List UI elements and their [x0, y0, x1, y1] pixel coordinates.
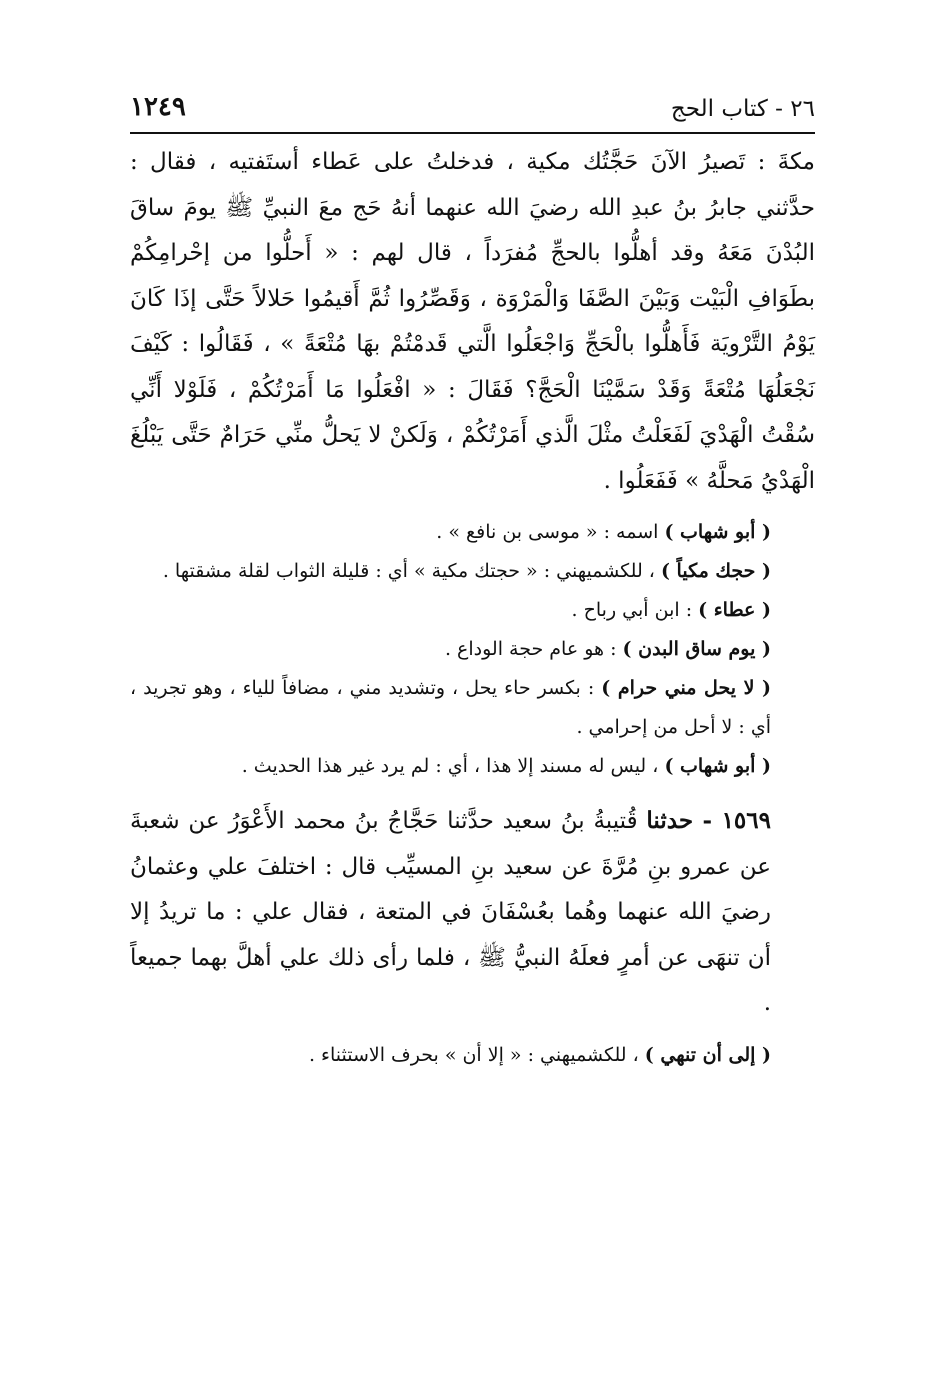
commentary-term: ( أبو شهاب )	[664, 521, 771, 543]
commentary-entry	[130, 669, 815, 747]
commentary-entry	[130, 552, 815, 591]
commentary-text: اسمه : « موسى بن نافع » .	[436, 521, 665, 543]
commentary-text: : بكسر حاء يحل ، وتشديد مني ، مضافاً للياء ، وهو تجريد ، أي : لا أحل من إحرامي .	[130, 677, 771, 738]
hadith-number: ١٥٦٩	[721, 807, 771, 834]
commentary-term: ( إلى أن تنهي )	[644, 1043, 771, 1066]
commentary-term: ( أبو شهاب )	[664, 755, 771, 777]
commentary-term: ( يوم ساق البدن )	[622, 638, 771, 660]
commentary-term: ( حجك مكياً )	[660, 560, 771, 582]
commentary-entry	[130, 513, 815, 552]
commentary-term: ( عطاء )	[698, 599, 771, 621]
page-number: ١٢٤٩	[130, 92, 186, 122]
hadith-text-paragraph: مكةَ : تَصيرُ الآنَ حَجَّتُك مكية ، فدخلتُ على عَطاء أستَفتيه ، فقال : حدَّثني جابرُ بنُ عبدِ الله رضيَ الله عنهما أنهُ حَج معَ النبيِّ ﷺ يومَ ساقَ البُدْنَ مَعَهُ وقد أهلُّوا بالحجِّ مُفرَداً ، قال لهم : « أَحلُّوا من إحْرامِكُمْ بطَوَافِ الْبَيْت وَبَيْنَ الصَّفَا وَالْمَرْوَة ، وَقَصِّرُوا ثُمَّ أَقيمُوا حَلالاً حَتَّى إذَا كَانَ يَوْمُ التَّرْويَة فَأَهلُّوا بالْحَجِّ وَاجْعَلُوا الَّتي قَدمْتُمْ بهَا مُتْعَةً » ، فَقَالُوا : كَيْفَ نَجْعَلُهَا مُتْعَةً وَقَدْ سَمَّيْنَا الْحَجَّ؟ فَقَالَ : « افْعَلُوا مَا أَمَرْتُكُمْ ، فَلَوْلا أَنِّي سُقْتُ الْهَدْيَ لَفَعَلْتُ مثْلَ الَّذي أَمَرْتُكُمْ ، وَلَكنْ لا يَحلُّ منِّي حَرَامٌ حَتَّى يَبْلُغَ الْهَدْيُ مَحلَّهُ » فَفَعَلُوا .	[130, 149, 815, 494]
commentary-entry	[130, 591, 815, 630]
commentary-entry	[130, 747, 815, 786]
commentary-text: ، ليس له مسند إلا هذا ، أي : لم يرد غير هذا الحديث .	[241, 755, 665, 777]
commentary-text: ، للكشميهني : « حجتك مكية » أي : قليلة الثواب لقلة مشقتها .	[162, 560, 661, 582]
hadith-intro: - حدثنا	[646, 807, 722, 834]
commentary-block-1	[130, 513, 815, 786]
running-title: ٢٦ - كتاب الحج	[670, 96, 815, 122]
commentary-entry	[130, 1036, 815, 1075]
main-text	[130, 140, 815, 504]
hadith-text: قُتيبةُ بنُ سعيد حدَّثنا حَجَّاجُ بنُ محمد الأَعْوَرُ عن شعبةَ عن عمرو بنِ مُرَّةَ عن سعيد بنِ المسيِّب قال : اختلفَ علي وعثمانُ رضيَ الله عنهما وهُما بعُسْفَانَ في المتعة ، فقال علي : ما تريدُ إلا أن تنهَى عن أمرٍ فعلَهُ النبيُّ ﷺ ، فلما رأى ذلك علي أهلَّ بهما جميعاً .	[130, 808, 771, 1016]
commentary-text: : هو عام حجة الوداع .	[444, 638, 623, 660]
commentary-block-2	[130, 1036, 815, 1075]
hadith-1569	[130, 798, 815, 1027]
commentary-text: ، للكشميهني : « إلا أن » بحرف الاستثناء .	[308, 1043, 645, 1066]
hadith-paragraph	[130, 798, 815, 1027]
commentary-entry	[130, 630, 815, 669]
commentary-term: ( لا يحل مني حرام )	[601, 677, 771, 699]
page-header	[130, 86, 815, 122]
commentary-text: : ابن أبي رباح .	[571, 599, 699, 621]
header-rule	[130, 132, 815, 134]
